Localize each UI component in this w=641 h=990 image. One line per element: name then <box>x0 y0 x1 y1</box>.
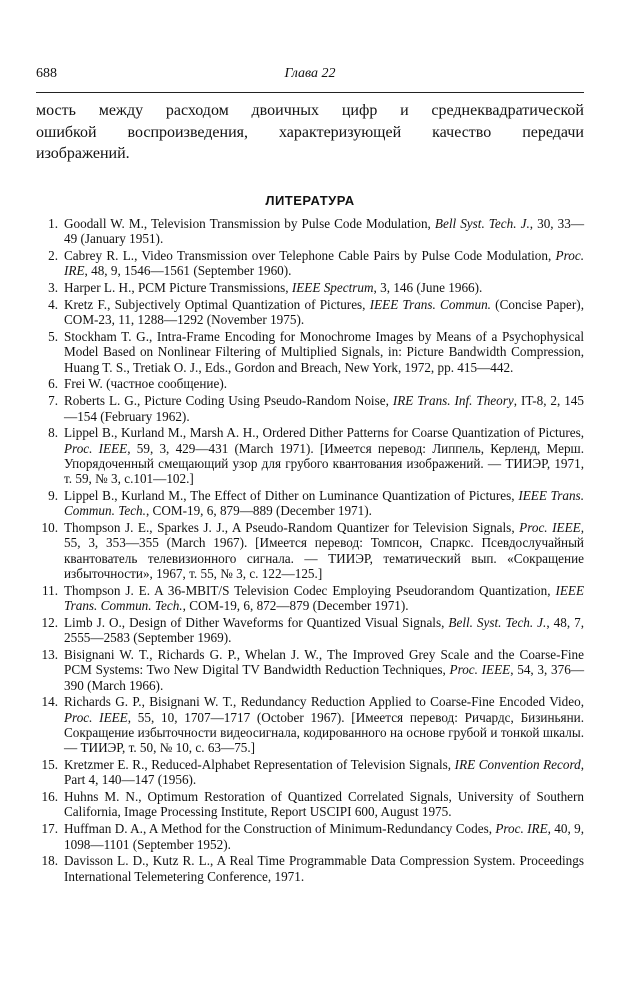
reference-number: 9. <box>48 488 58 504</box>
reference-number: 10. <box>41 520 58 536</box>
reference-text <box>64 789 584 819</box>
reference-details: , 48, 7, 2555—2583 (September 1969). <box>64 614 585 646</box>
reference-journal: IEEE Trans. Commun. Tech. <box>64 582 584 614</box>
reference-number: 4. <box>48 296 58 312</box>
reference-text <box>64 280 482 295</box>
reference-details: , 54, 3, 376—390 (March 1966). <box>64 662 585 693</box>
reference-body: Huhns M. N., Optimum Restoration of Quantized Correlated Signals, University of Southern California, Image Processing Institute, Report USCIPI 600, August 1975. <box>64 789 584 820</box>
reference-item <box>36 280 584 295</box>
reference-journal: Proc. IEEE <box>64 709 128 725</box>
reference-item <box>36 694 584 755</box>
reference-details: , Part 4, 140—147 (1956). <box>64 757 584 788</box>
reference-details: (Concise Paper), COM-23, 11, 1288—1292 (November 1975). <box>64 296 584 328</box>
reference-item <box>36 615 584 646</box>
section-title: ЛИТЕРАТУРА <box>265 193 355 208</box>
reference-item <box>36 647 584 693</box>
reference-number: 13. <box>41 647 58 663</box>
reference-journal: IRE Convention Record <box>454 757 581 773</box>
reference-text <box>64 488 584 518</box>
reference-text <box>64 821 584 851</box>
reference-details: , 30, 33—49 (January 1951). <box>64 216 585 247</box>
reference-details: , 55, 10, 1707—1717 (October 1967). [Имеется перевод: Ричардс, Бизиньяни. Сокращение избыточности видеосигнала, кодированного на основе грубой и тонкой шкалы. — ТИИЭР, т. 50, № 10, с. 63—75.] <box>64 709 585 756</box>
running-header <box>36 66 584 88</box>
page-number: 688 <box>36 66 57 81</box>
reference-body: Davisson L. D., Kutz R. L., A Real Time Programmable Data Compression System. Proceedings International Telemetering Conference, 1971. <box>64 853 584 884</box>
reference-text <box>64 694 584 755</box>
reference-item <box>36 216 584 247</box>
reference-details: , COM-19, 6, 879—889 (December 1971). <box>145 503 372 519</box>
reference-text <box>64 757 584 787</box>
reference-body: Kretzmer E. R., Reduced-Alphabet Representation of Television Signals, <box>64 757 455 773</box>
reference-item <box>36 821 584 852</box>
reference-details: , 48, 9, 1546—1561 (September 1960). <box>84 263 292 279</box>
reference-body: Thompson J. E. A 36-MBIT/S Television Codec Employing Pseudorandom Quantization, <box>64 582 556 598</box>
reference-details: , 3, 146 (June 1966). <box>373 280 483 296</box>
reference-number: 18. <box>41 853 58 869</box>
reference-body: Stockham T. G., Intra-Frame Encoding for Monochrome Images by Means of a Psychophysical Model Based on Nonlinear Filtering of Multiplied Signals, in: Picture Bandwidth Compression, Huang T. S., Tretiak O. J., Eds., Gordon and Breach, New York, 1972, pp. 415—442. <box>64 329 584 375</box>
reference-body: Cabrey R. L., Video Transmission over Telephone Cable Pairs by Pulse Code Modulation, <box>64 248 556 264</box>
reference-item <box>36 789 584 820</box>
reference-body: Kretz F., Subjectively Optimal Quantization of Pictures, <box>64 296 370 312</box>
intro-line: изображений. <box>36 145 130 162</box>
reference-body: Goodall W. M., Television Transmission by Pulse Code Modulation, <box>64 216 435 231</box>
reference-number: 12. <box>41 614 58 630</box>
reference-number: 8. <box>48 425 58 441</box>
reference-item <box>36 583 584 614</box>
reference-body: Thompson J. E., Sparkes J. J., A Pseudo-Random Quantizer for Television Signals, <box>64 520 520 536</box>
reference-item <box>36 853 584 884</box>
reference-journal: IEEE Spectrum <box>291 280 374 296</box>
reference-body: Richards G. P., Bisignani W. T., Redundancy Reduction Applied to Coarse-Fine Encoded Video, <box>64 694 584 710</box>
intro-line: ошибкой воспроизведения, характеризующей качество передачи <box>36 123 584 141</box>
reference-number: 17. <box>41 821 58 837</box>
header-rule <box>36 92 584 93</box>
reference-text <box>64 376 227 391</box>
reference-item <box>36 757 584 788</box>
reference-text <box>64 248 584 278</box>
reference-item <box>36 393 584 424</box>
reference-body: Bisignani W. T., Richards G. P., Whelan J. W., The Improved Grey Scale and the Coarse-Fine PCM Systems: Two New Digital TV Bandwidth Reduction Techniques, <box>64 647 584 678</box>
reference-item <box>36 248 584 279</box>
reference-text <box>64 615 584 645</box>
reference-text <box>64 583 584 613</box>
reference-number: 7. <box>48 393 58 409</box>
reference-journal: Bell. Syst. Tech. J. <box>448 614 547 630</box>
reference-number: 14. <box>41 694 58 710</box>
reference-number: 16. <box>41 789 58 805</box>
reference-text <box>64 520 584 581</box>
reference-journal: IEEE Trans. Commun. <box>369 296 491 312</box>
reference-details: , IT-8, 2, 145—154 (February 1962). <box>64 393 584 424</box>
reference-number: 5. <box>48 329 58 345</box>
chapter-title: Глава 22 <box>284 66 336 81</box>
reference-item <box>36 425 584 486</box>
reference-journal: Proc. IRE <box>64 248 584 279</box>
reference-journal: Proc. IEEE <box>519 520 581 536</box>
reference-text <box>64 393 584 423</box>
reference-text <box>64 425 584 486</box>
reference-text <box>64 647 584 693</box>
reference-text <box>64 216 584 246</box>
reference-item <box>36 376 584 391</box>
reference-journal: Proc. IRE <box>495 821 548 837</box>
reference-body: Harper L. H., PCM Picture Transmissions, <box>64 280 292 296</box>
reference-body: Frei W. (частное сообщение). <box>64 376 228 392</box>
intro-line: мость между расходом двоичных цифр и среднеквадратической <box>36 102 584 119</box>
reference-body: Limb J. O., Design of Dither Waveforms for Quantized Visual Signals, <box>64 614 449 630</box>
reference-item <box>36 520 584 581</box>
reference-journal: Proc. IEEE <box>64 440 128 456</box>
reference-list <box>36 216 584 885</box>
reference-journal: IRE Trans. Inf. Theory <box>392 393 514 409</box>
reference-item <box>36 297 584 328</box>
reference-text <box>64 329 584 375</box>
reference-text <box>64 853 584 883</box>
reference-body: Lippel B., Kurland M., Marsh A. H., Ordered Dither Patterns for Coarse Quantization of Pictures, <box>64 425 584 441</box>
reference-number: 1. <box>48 216 58 231</box>
intro-paragraph <box>36 100 584 165</box>
reference-number: 6. <box>48 376 58 392</box>
reference-number: 11. <box>42 582 58 598</box>
reference-journal: Proc. IEEE <box>449 662 511 678</box>
reference-journal: IEEE Trans. Commun. Tech. <box>64 488 584 519</box>
reference-details: , 40, 9, 1098—1101 (September 1952). <box>64 821 585 852</box>
reference-number: 15. <box>41 757 58 773</box>
reference-text <box>64 297 584 327</box>
reference-details: , 59, 3, 429—431 (March 1971). [Имеется перевод: Липпель, Керленд, Мерш. Упорядоченный смещающий узор для грубого квантования изображений. — ТИИЭР, 1971, т. 59, № 3, с.101—102.] <box>64 440 585 487</box>
reference-journal: Bell Syst. Tech. J. <box>434 216 530 231</box>
reference-body: Roberts L. G., Picture Coding Using Pseudo-Random Noise, <box>64 393 393 409</box>
reference-details: , 55, 3, 353—355 (March 1967). [Имеется перевод: Томпсон, Спаркс. Псевдослучайный квантователь телевизионного сигнала. — ТИИЭР, тематический вып. «Сокращение избыточности», 1967, т. 55, № 3, с. 122—125.] <box>64 520 584 582</box>
reference-body: Huffman D. A., A Method for the Construction of Minimum-Redundancy Codes, <box>64 821 496 837</box>
reference-number: 3. <box>48 280 58 296</box>
reference-item <box>36 488 584 519</box>
reference-number: 2. <box>48 248 58 264</box>
reference-details: , COM-19, 6, 872—879 (December 1971). <box>182 598 409 614</box>
reference-item <box>36 329 584 375</box>
reference-body: Lippel B., Kurland M., The Effect of Dither on Luminance Quantization of Pictures, <box>64 488 519 504</box>
